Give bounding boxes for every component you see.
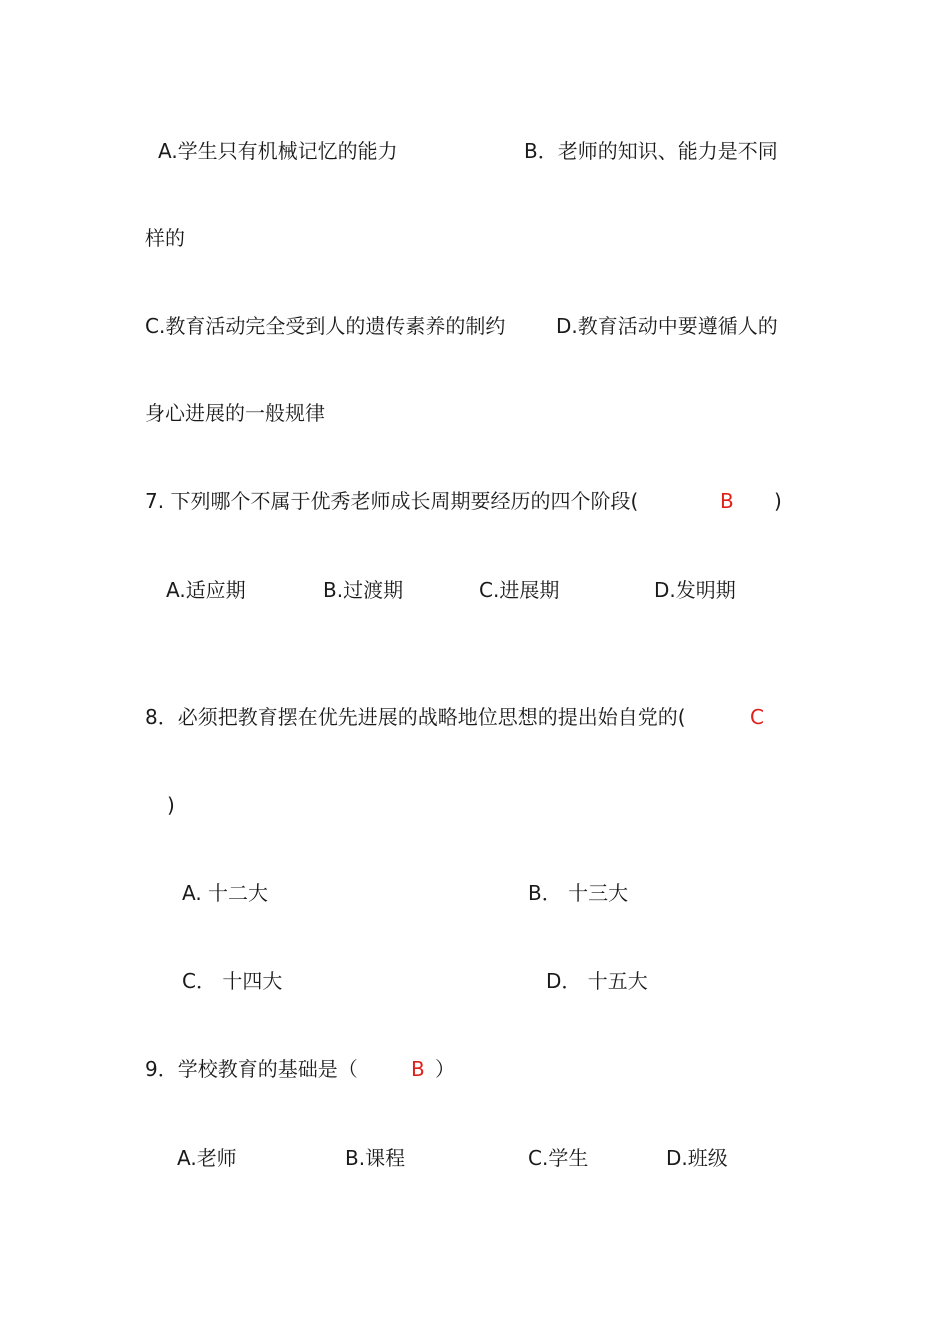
q8-close-paren: )	[167, 793, 175, 817]
q9-question: 9．学校教育的基础是（	[145, 1057, 358, 1081]
q9-option-d: D.班级	[666, 1146, 728, 1170]
q8-option-c: C． 十四大	[182, 969, 283, 993]
q8-answer: C	[750, 705, 764, 729]
q7-close-paren: )	[774, 489, 782, 513]
q9-answer: B	[411, 1057, 425, 1081]
q6-option-c: C.教育活动完全受到人的遗传素养的制约	[145, 314, 506, 338]
q8-option-a: A. 十二大	[182, 881, 269, 905]
q7-option-b: B.过渡期	[323, 578, 404, 602]
q7-option-a: A.适应期	[166, 578, 246, 602]
q6-option-b-continued: 样的	[145, 226, 185, 250]
q8-option-b: B． 十三大	[528, 881, 629, 905]
q6-option-d-continued: 身心进展的一般规律	[145, 401, 325, 425]
q8-question: 8．必须把教育摆在优先进展的战略地位思想的提出始自党的(	[145, 705, 686, 729]
q9-option-b: B.课程	[345, 1146, 406, 1170]
q6-option-d: D.教育活动中要遵循人的	[556, 314, 778, 338]
q9-option-c: C.学生	[528, 1146, 589, 1170]
q7-option-c: C.进展期	[479, 578, 560, 602]
q7-question: 7. 下列哪个不属于优秀老师成长周期要经历的四个阶段(	[145, 489, 639, 513]
q6-option-b: B．老师的知识、能力是不同	[524, 139, 778, 163]
q9-option-a: A.老师	[177, 1146, 237, 1170]
q6-option-a: A.学生只有机械记忆的能力	[158, 139, 398, 163]
q8-option-d: D． 十五大	[546, 969, 648, 993]
q9-close-paren: ）	[435, 1057, 455, 1081]
q7-answer: B	[720, 489, 734, 513]
q7-option-d: D.发明期	[654, 578, 736, 602]
